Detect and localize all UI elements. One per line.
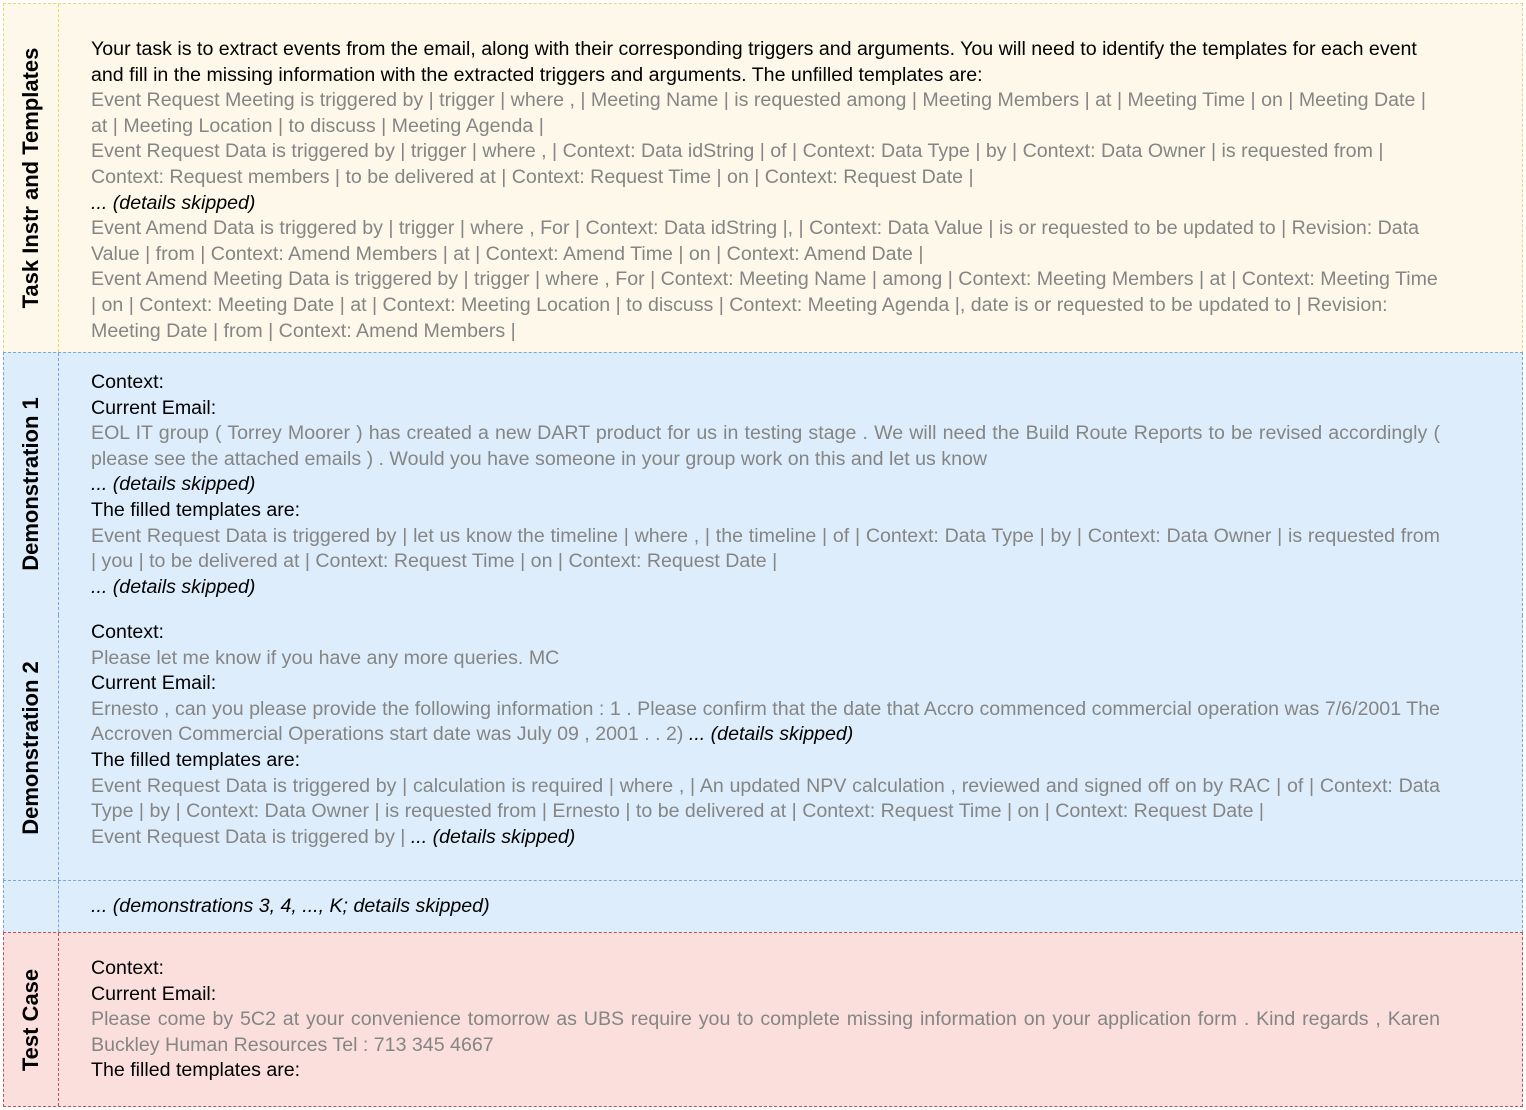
text-line xyxy=(91,671,1440,697)
text-line xyxy=(91,139,1442,190)
instruction-text: Current Email: xyxy=(91,982,217,1005)
instruction-text: Context: xyxy=(91,371,164,393)
template-text: Event Request Meeting is triggered by | trigger | where , | Meeting Name | is requested among | Meeting Members | at | Meeting Time | on | Meeting Date | at | Meeting Location | to discuss | Meeting Agenda | xyxy=(91,89,1426,137)
text-line xyxy=(91,267,1442,344)
skipped-note: ... (details skipped) xyxy=(91,473,256,496)
template-text: Please come by 5C2 at your convenience tomorrow as UBS require you to complete missing information on your application form . Kind regards , Karen Buckley Human Resources Tel : 713 345 4667 xyxy=(91,1008,1440,1056)
template-text: Ernesto , can you please provide the following information : 1 . Please confirm that the date that Accro commenced commercial operation was 7/6/2001 The Accroven Commercial Operations start date was July 09 , 2001 . . 2) xyxy=(91,697,1440,746)
section-label xyxy=(4,353,59,615)
text-line xyxy=(91,191,1442,217)
section-body xyxy=(59,353,1522,615)
text-line xyxy=(91,956,1440,982)
demonstration-2-section xyxy=(3,615,1523,881)
section-label xyxy=(4,615,59,880)
instruction-text: The filled templates are: xyxy=(91,748,301,771)
section-label-text: Demonstration 1 xyxy=(18,397,43,571)
template-text: Event Amend Meeting Data is triggered by | trigger | where , For | Context: Meeting Name | among | Context: Meeting Members | at | Context: Meeting Time | on | Context: Meeting Date | at | Context: Meeting Location | to discuss | Context: Meeting Agenda |, date is or requested to be updated to | Revision: Meeting Date | from | Context: Amend Members | xyxy=(91,268,1438,342)
skipped-note: ... (details skipped) xyxy=(688,723,854,746)
instruction-text: The filled templates are: xyxy=(91,1059,301,1082)
template-text: Event Request Data is triggered by | xyxy=(91,825,411,848)
skipped-note: ... (details skipped) xyxy=(91,575,256,598)
instruction-text: Your task is to extract events from the email, along with their corresponding triggers and arguments. You will need to identify the templates for each event and fill in the missing information with the extracted triggers and arguments. The unfilled templates are: xyxy=(91,38,1417,86)
template-text: Please let me know if you have any more queries. MC xyxy=(91,646,560,669)
skipped-note: ... (details skipped) xyxy=(91,191,256,214)
section-label-text: Task Instr and Templates xyxy=(18,47,43,309)
text-line xyxy=(91,982,1440,1008)
text-line xyxy=(91,498,1440,524)
text-line xyxy=(91,216,1442,267)
section-label-text: Demonstration 2 xyxy=(18,660,43,835)
test-case-section xyxy=(3,932,1523,1107)
task-instructions-section xyxy=(3,3,1523,353)
instruction-text: Current Email: xyxy=(91,672,217,695)
section-label xyxy=(4,4,59,352)
text-line xyxy=(91,620,1440,646)
section-label xyxy=(4,881,59,932)
section-label xyxy=(4,933,59,1106)
text-line xyxy=(91,524,1440,575)
text-line xyxy=(91,472,1440,498)
template-text: Event Request Data is triggered by | trigger | where , | Context: Data idString | of | Context: Data Type | by | Context: Data Owner | is requested from | Context: Request members | to be delivered at | Context: Request Time | on | Context: Request Date | xyxy=(91,140,1384,188)
instruction-text: Context: xyxy=(91,957,164,979)
text-line xyxy=(91,88,1442,139)
template-text: Event Request Data is triggered by | calculation is required | where , | An updated NPV calculation , reviewed and signed off on by RAC | of | Context: Data Type | by | Context: Data Owner | is requested from | Ernesto | to be delivered at | Context: Request Time | on | Context: Request Date | xyxy=(91,774,1440,823)
text-line xyxy=(91,1007,1440,1058)
text-line xyxy=(91,37,1442,88)
demonstration-1-section xyxy=(3,352,1523,616)
text-line xyxy=(91,1058,1440,1084)
text-line xyxy=(91,894,1442,920)
section-body xyxy=(59,615,1522,880)
skipped-note: ... (details skipped) xyxy=(410,825,576,848)
template-text: EOL IT group ( Torrey Moorer ) has created a new DART product for us in testing stage . We will need the Build Route Reports to be revised accordingly ( please see the attached emails ) . Would you have someone in your group work on this and let us know xyxy=(91,422,1440,470)
section-body xyxy=(59,933,1522,1106)
text-line xyxy=(91,421,1440,472)
section-label-text: Test Case xyxy=(18,968,43,1071)
text-line xyxy=(91,575,1440,601)
text-line xyxy=(91,370,1440,396)
section-body xyxy=(59,881,1522,932)
text-line xyxy=(91,748,1440,774)
template-text: Event Amend Data is triggered by | trigger | where , For | Context: Data idString |, | Context: Data Value | is or requested to be updated to | Revision: Data Value | from | Context: Amend Members | at | Context: Amend Time | on | Context: Amend Date | xyxy=(91,217,1420,265)
text-line xyxy=(91,825,1440,851)
text-line xyxy=(91,646,1440,672)
skipped-note: ... (demonstrations 3, 4, ..., K; details skipped) xyxy=(91,895,490,917)
text-line xyxy=(91,396,1440,422)
text-line xyxy=(91,774,1440,825)
text-line xyxy=(91,697,1440,748)
instruction-text: Context: xyxy=(91,621,164,643)
template-text: Event Request Data is triggered by | let us know the timeline | where , | the timeline | of | Context: Data Type | by | Context: Data Owner | is requested from | you | to be delivered at | Context: Request Time | on | Context: Request Date | xyxy=(91,524,1440,573)
more-demonstrations-section xyxy=(3,880,1523,933)
instruction-text: The filled templates are: xyxy=(91,498,301,521)
instruction-text: Current Email: xyxy=(91,396,217,419)
section-body xyxy=(59,4,1522,352)
